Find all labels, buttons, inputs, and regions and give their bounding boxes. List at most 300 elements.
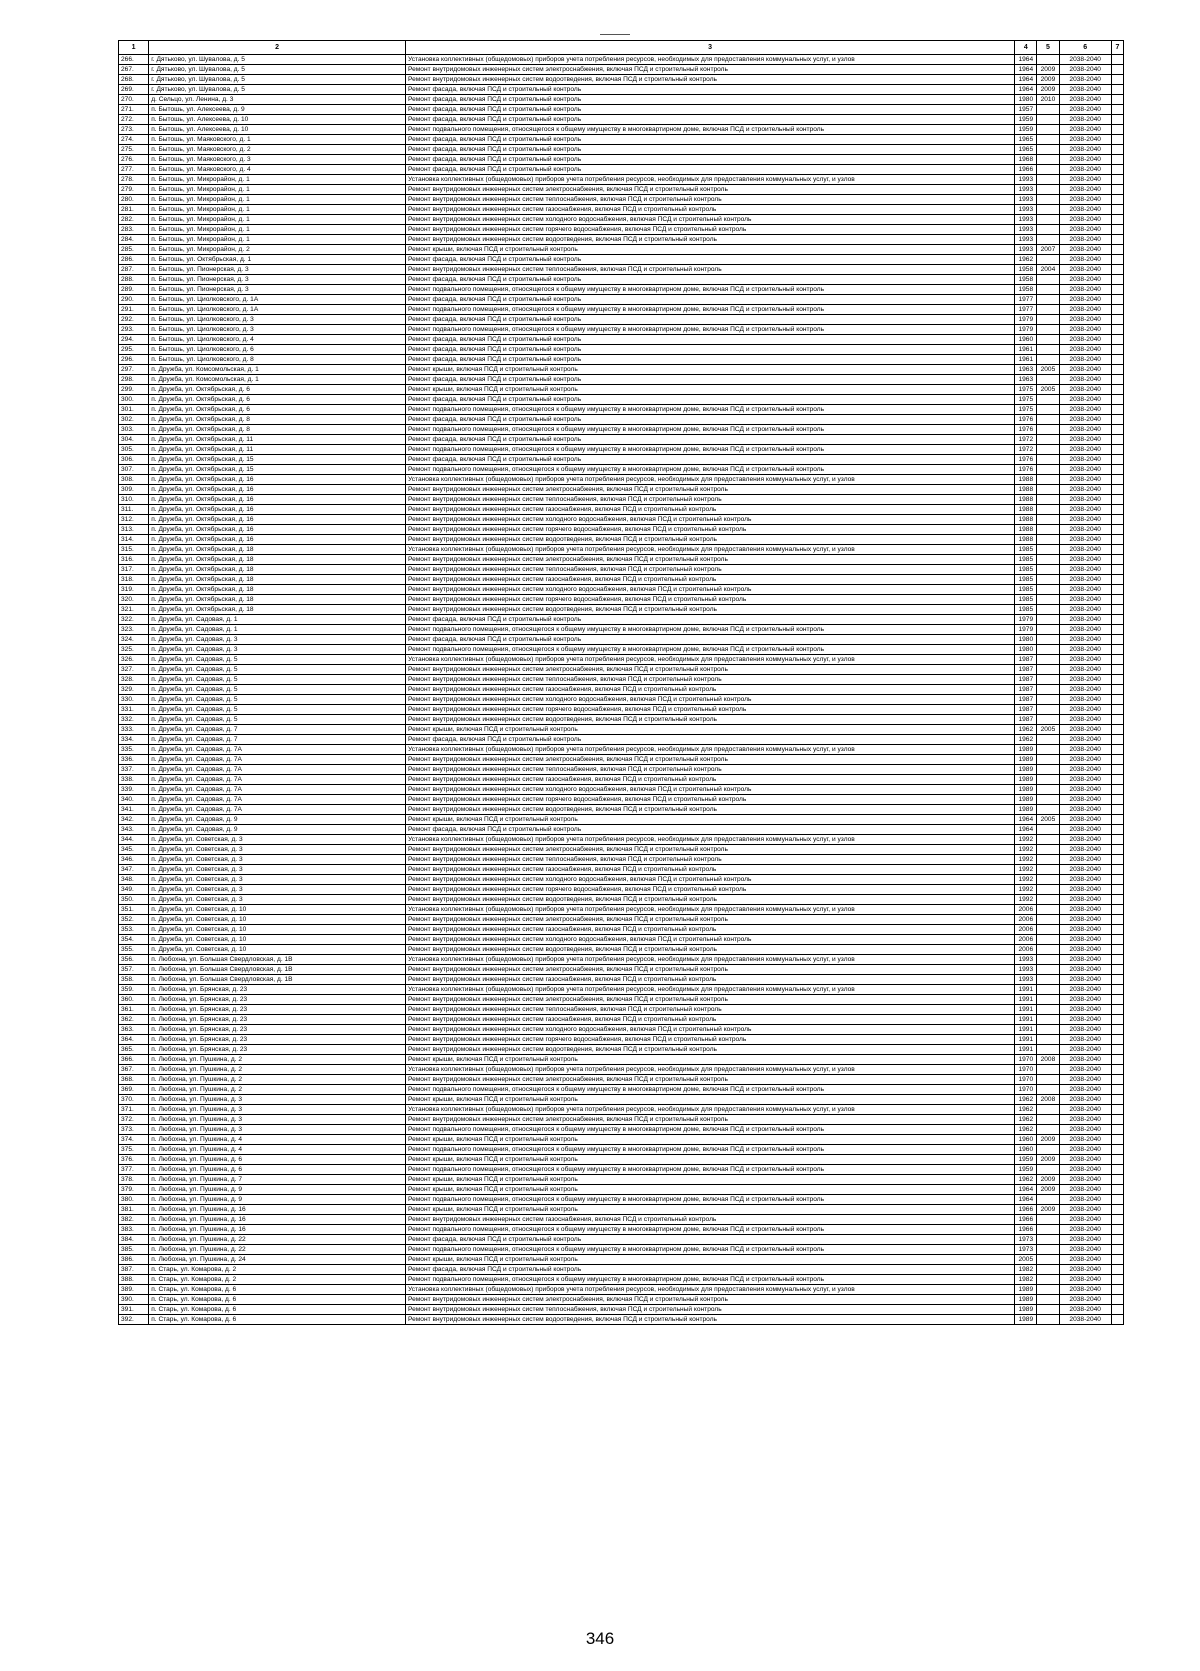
work-type-cell: Ремонт внутридомовых инженерных систем водоотведения, включая ПСД и строительный контроль [405, 1045, 1014, 1055]
repair-year-cell [1037, 145, 1059, 155]
repair-year-cell: 2010 [1037, 95, 1059, 105]
row-number-cell: 374. [119, 1135, 149, 1145]
row-number-cell: 339. [119, 785, 149, 795]
row-number-cell: 279. [119, 185, 149, 195]
row-number-cell: 358. [119, 975, 149, 985]
address-cell: п. Дружба, ул. Садовая, д. 1 [149, 615, 406, 625]
empty-cell [1111, 115, 1123, 125]
header-row [119, 41, 1124, 55]
planned-period-cell: 2038-2040 [1059, 1205, 1111, 1215]
build-year-cell: 2006 [1015, 945, 1037, 955]
repair-year-cell [1037, 985, 1059, 995]
address-cell: п. Любохна, ул. Большая Свердловская, д. 1В [149, 955, 406, 965]
empty-cell [1111, 1045, 1123, 1055]
planned-period-cell: 2038-2040 [1059, 305, 1111, 315]
repair-year-cell [1037, 945, 1059, 955]
address-cell: п. Любохна, ул. Пушкина, д. 16 [149, 1205, 406, 1215]
row-number-cell: 272. [119, 115, 149, 125]
repair-year-cell [1037, 1245, 1059, 1255]
empty-cell [1111, 325, 1123, 335]
address-cell: п. Дружба, ул. Советская, д. 10 [149, 915, 406, 925]
work-type-cell: Ремонт подвального помещения, относящегося к общему имуществу в многоквартирном доме, включая ПСД и строительный контроль [405, 325, 1014, 335]
build-year-cell: 1960 [1015, 335, 1037, 345]
row-number-cell: 300. [119, 395, 149, 405]
table-row [119, 775, 1124, 785]
empty-cell [1111, 835, 1123, 845]
table-row [119, 805, 1124, 815]
work-type-cell: Ремонт фасада, включая ПСД и строительный контроль [405, 415, 1014, 425]
repair-year-cell [1037, 185, 1059, 195]
empty-cell [1111, 775, 1123, 785]
empty-cell [1111, 225, 1123, 235]
header-col-7: 7 [1111, 41, 1123, 55]
row-number-cell: 292. [119, 315, 149, 325]
planned-period-cell: 2038-2040 [1059, 715, 1111, 725]
build-year-cell: 1991 [1015, 1005, 1037, 1015]
empty-cell [1111, 1295, 1123, 1305]
header-col-2: 2 [149, 41, 406, 55]
repair-year-cell [1037, 175, 1059, 185]
empty-cell [1111, 155, 1123, 165]
planned-period-cell: 2038-2040 [1059, 155, 1111, 165]
planned-period-cell: 2038-2040 [1059, 805, 1111, 815]
address-cell: п. Старь, ул. Комарова, д. 6 [149, 1305, 406, 1315]
repair-year-cell: 2009 [1037, 1175, 1059, 1185]
repair-year-cell [1037, 855, 1059, 865]
planned-period-cell: 2038-2040 [1059, 495, 1111, 505]
row-number-cell: 275. [119, 145, 149, 155]
empty-cell [1111, 495, 1123, 505]
work-type-cell: Ремонт подвального помещения, относящегося к общему имуществу в многоквартирном доме, включая ПСД и строительный контроль [405, 125, 1014, 135]
repair-year-cell [1037, 165, 1059, 175]
address-cell: п. Дружба, ул. Октябрьская, д. 16 [149, 525, 406, 535]
repair-year-cell [1037, 1085, 1059, 1095]
build-year-cell: 2006 [1015, 925, 1037, 935]
work-type-cell: Установка коллективных (общедомовых) приборов учета потребления ресурсов, необходимых для предоставления коммунальных услуг, и узлов [405, 475, 1014, 485]
table-row [119, 475, 1124, 485]
build-year-cell: 1992 [1015, 855, 1037, 865]
work-type-cell: Ремонт внутридомовых инженерных систем горячего водоснабжения, включая ПСД и строительный контроль [405, 525, 1014, 535]
address-cell: п. Дружба, ул. Советская, д. 3 [149, 875, 406, 885]
table-row [119, 1185, 1124, 1195]
table-row [119, 845, 1124, 855]
build-year-cell: 1963 [1015, 375, 1037, 385]
address-cell: п. Бытошь, ул. Циолковского, д. 1А [149, 295, 406, 305]
planned-period-cell: 2038-2040 [1059, 825, 1111, 835]
address-cell: п. Дружба, ул. Октябрьская, д. 18 [149, 565, 406, 575]
table-row [119, 1265, 1124, 1275]
address-cell: п. Дружба, ул. Садовая, д. 5 [149, 705, 406, 715]
address-cell: п. Дружба, ул. Садовая, д. 5 [149, 665, 406, 675]
planned-period-cell: 2038-2040 [1059, 745, 1111, 755]
table-row [119, 145, 1124, 155]
row-number-cell: 287. [119, 265, 149, 275]
row-number-cell: 385. [119, 1245, 149, 1255]
planned-period-cell: 2038-2040 [1059, 985, 1111, 995]
planned-period-cell: 2038-2040 [1059, 1015, 1111, 1025]
build-year-cell: 1993 [1015, 965, 1037, 975]
table-row [119, 105, 1124, 115]
table-row [119, 495, 1124, 505]
work-type-cell: Ремонт внутридомовых инженерных систем теплоснабжения, включая ПСД и строительный контроль [405, 195, 1014, 205]
work-type-cell: Ремонт подвального помещения, относящегося к общему имуществу в многоквартирном доме, включая ПСД и строительный контроль [405, 445, 1014, 455]
address-cell: п. Дружба, ул. Садовая, д. 7А [149, 795, 406, 805]
empty-cell [1111, 435, 1123, 445]
repair-year-cell [1037, 975, 1059, 985]
empty-cell [1111, 185, 1123, 195]
address-cell: п. Бытошь, ул. Маяковского, д. 2 [149, 145, 406, 155]
repair-year-cell: 2009 [1037, 75, 1059, 85]
empty-cell [1111, 475, 1123, 485]
header-col-6: 6 [1059, 41, 1111, 55]
table-row [119, 455, 1124, 465]
row-number-cell: 333. [119, 725, 149, 735]
row-number-cell: 375. [119, 1145, 149, 1155]
planned-period-cell: 2038-2040 [1059, 1155, 1111, 1165]
empty-cell [1111, 945, 1123, 955]
address-cell: п. Любохна, ул. Пушкина, д. 7 [149, 1175, 406, 1185]
address-cell: п. Дружба, ул. Садовая, д. 9 [149, 825, 406, 835]
table-row [119, 285, 1124, 295]
work-type-cell: Ремонт крыши, включая ПСД и строительный контроль [405, 1175, 1014, 1185]
repair-year-cell [1037, 485, 1059, 495]
planned-period-cell: 2038-2040 [1059, 395, 1111, 405]
table-row [119, 185, 1124, 195]
repair-year-cell [1037, 465, 1059, 475]
work-type-cell: Ремонт внутридомовых инженерных систем газоснабжения, включая ПСД и строительный контроль [405, 505, 1014, 515]
table-row [119, 725, 1124, 735]
work-type-cell: Ремонт внутридомовых инженерных систем водоотведения, включая ПСД и строительный контроль [405, 945, 1014, 955]
build-year-cell: 1992 [1015, 895, 1037, 905]
row-number-cell: 312. [119, 515, 149, 525]
repair-year-cell [1037, 405, 1059, 415]
table-row [119, 365, 1124, 375]
row-number-cell: 360. [119, 995, 149, 1005]
row-number-cell: 320. [119, 595, 149, 605]
repair-year-cell [1037, 805, 1059, 815]
address-cell: п. Бытошь, ул. Алексеева, д. 10 [149, 125, 406, 135]
address-cell: п. Дружба, ул. Садовая, д. 9 [149, 815, 406, 825]
work-type-cell: Ремонт фасада, включая ПСД и строительный контроль [405, 1235, 1014, 1245]
empty-cell [1111, 665, 1123, 675]
planned-period-cell: 2038-2040 [1059, 315, 1111, 325]
empty-cell [1111, 365, 1123, 375]
empty-cell [1111, 1245, 1123, 1255]
row-number-cell: 322. [119, 615, 149, 625]
address-cell: п. Дружба, ул. Садовая, д. 7А [149, 765, 406, 775]
row-number-cell: 310. [119, 495, 149, 505]
address-cell: п. Бытошь, ул. Циолковского, д. 3 [149, 315, 406, 325]
empty-cell [1111, 575, 1123, 585]
empty-cell [1111, 305, 1123, 315]
build-year-cell: 1962 [1015, 1095, 1037, 1105]
repair-year-cell [1037, 775, 1059, 785]
work-type-cell: Ремонт фасада, включая ПСД и строительный контроль [405, 635, 1014, 645]
work-type-cell: Ремонт подвального помещения, относящегося к общему имуществу в многоквартирном доме, включая ПСД и строительный контроль [405, 1225, 1014, 1235]
repair-year-cell [1037, 215, 1059, 225]
empty-cell [1111, 465, 1123, 475]
address-cell: п. Бытошь, ул. Микрорайон, д. 1 [149, 235, 406, 245]
address-cell: п. Дружба, ул. Садовая, д. 7А [149, 805, 406, 815]
row-number-cell: 369. [119, 1085, 149, 1095]
address-cell: п. Дружба, ул. Советская, д. 3 [149, 865, 406, 875]
row-number-cell: 271. [119, 105, 149, 115]
repair-year-cell [1037, 795, 1059, 805]
empty-cell [1111, 795, 1123, 805]
planned-period-cell: 2038-2040 [1059, 895, 1111, 905]
row-number-cell: 273. [119, 125, 149, 135]
row-number-cell: 323. [119, 625, 149, 635]
repair-year-cell [1037, 1315, 1059, 1325]
empty-cell [1111, 1075, 1123, 1085]
work-type-cell: Ремонт подвального помещения, относящегося к общему имуществу в многоквартирном доме, включая ПСД и строительный контроль [405, 1125, 1014, 1135]
address-cell: п. Дружба, ул. Садовая, д. 5 [149, 695, 406, 705]
empty-cell [1111, 1055, 1123, 1065]
table-row [119, 555, 1124, 565]
build-year-cell: 1976 [1015, 465, 1037, 475]
repair-year-cell [1037, 1115, 1059, 1125]
repair-year-cell: 2009 [1037, 1155, 1059, 1165]
repair-year-cell: 2007 [1037, 245, 1059, 255]
planned-period-cell: 2038-2040 [1059, 225, 1111, 235]
table-row [119, 315, 1124, 325]
work-type-cell: Установка коллективных (общедомовых) приборов учета потребления ресурсов, необходимых для предоставления коммунальных услуг, и узлов [405, 905, 1014, 915]
table-row [119, 655, 1124, 665]
address-cell: п. Бытошь, ул. Циолковского, д. 6 [149, 345, 406, 355]
planned-period-cell: 2038-2040 [1059, 185, 1111, 195]
row-number-cell: 274. [119, 135, 149, 145]
repair-year-cell [1037, 345, 1059, 355]
table-row [119, 1065, 1124, 1075]
planned-period-cell: 2038-2040 [1059, 625, 1111, 635]
table-row [119, 275, 1124, 285]
row-number-cell: 390. [119, 1295, 149, 1305]
row-number-cell: 378. [119, 1175, 149, 1185]
row-number-cell: 356. [119, 955, 149, 965]
planned-period-cell: 2038-2040 [1059, 105, 1111, 115]
empty-cell [1111, 505, 1123, 515]
empty-cell [1111, 1165, 1123, 1175]
planned-period-cell: 2038-2040 [1059, 875, 1111, 885]
build-year-cell: 1964 [1015, 825, 1037, 835]
table-row [119, 1115, 1124, 1125]
empty-cell [1111, 765, 1123, 775]
planned-period-cell: 2038-2040 [1059, 1025, 1111, 1035]
address-cell: п. Бытошь, ул. Маяковского, д. 4 [149, 165, 406, 175]
work-type-cell: Ремонт внутридомовых инженерных систем теплоснабжения, включая ПСД и строительный контроль [405, 675, 1014, 685]
row-number-cell: 306. [119, 455, 149, 465]
work-type-cell: Ремонт внутридомовых инженерных систем водоотведения, включая ПСД и строительный контроль [405, 1315, 1014, 1325]
address-cell: п. Любохна, ул. Пушкина, д. 4 [149, 1135, 406, 1145]
address-cell: п. Бытошь, ул. Микрорайон, д. 2 [149, 245, 406, 255]
row-number-cell: 345. [119, 845, 149, 855]
address-cell: п. Любохна, ул. Пушкина, д. 16 [149, 1215, 406, 1225]
table-row [119, 825, 1124, 835]
empty-cell [1111, 585, 1123, 595]
row-number-cell: 380. [119, 1195, 149, 1205]
repair-year-cell [1037, 625, 1059, 635]
row-number-cell: 337. [119, 765, 149, 775]
address-cell: п. Дружба, ул. Советская, д. 3 [149, 895, 406, 905]
empty-cell [1111, 565, 1123, 575]
work-type-cell: Ремонт фасада, включая ПСД и строительный контроль [405, 275, 1014, 285]
empty-cell [1111, 1315, 1123, 1325]
planned-period-cell: 2038-2040 [1059, 215, 1111, 225]
empty-cell [1111, 55, 1123, 65]
repair-year-cell [1037, 595, 1059, 605]
address-cell: п. Бытошь, ул. Циолковского, д. 4 [149, 335, 406, 345]
table-row [119, 1285, 1124, 1295]
empty-cell [1111, 355, 1123, 365]
work-type-cell: Ремонт подвального помещения, относящегося к общему имуществу в многоквартирном доме, включая ПСД и строительный контроль [405, 465, 1014, 475]
repair-year-cell [1037, 935, 1059, 945]
table-row [119, 1015, 1124, 1025]
row-number-cell: 376. [119, 1155, 149, 1165]
planned-period-cell: 2038-2040 [1059, 455, 1111, 465]
planned-period-cell: 2038-2040 [1059, 1045, 1111, 1055]
repair-year-cell [1037, 955, 1059, 965]
empty-cell [1111, 625, 1123, 635]
table-row [119, 645, 1124, 655]
repair-year-cell [1037, 135, 1059, 145]
work-type-cell: Ремонт внутридомовых инженерных систем горячего водоснабжения, включая ПСД и строительный контроль [405, 885, 1014, 895]
planned-period-cell: 2038-2040 [1059, 925, 1111, 935]
address-cell: п. Дружба, ул. Садовая, д. 7А [149, 745, 406, 755]
table-row [119, 605, 1124, 615]
empty-cell [1111, 1235, 1123, 1245]
build-year-cell: 1989 [1015, 795, 1037, 805]
repair-year-cell [1037, 745, 1059, 755]
work-type-cell: Ремонт подвального помещения, относящегося к общему имуществу в многоквартирном доме, включая ПСД и строительный контроль [405, 305, 1014, 315]
address-cell: п. Бытошь, ул. Микрорайон, д. 1 [149, 215, 406, 225]
repair-year-cell: 2005 [1037, 385, 1059, 395]
planned-period-cell: 2038-2040 [1059, 725, 1111, 735]
repair-year-cell [1037, 695, 1059, 705]
empty-cell [1111, 755, 1123, 765]
repair-year-cell [1037, 705, 1059, 715]
repair-year-cell [1037, 875, 1059, 885]
empty-cell [1111, 685, 1123, 695]
planned-period-cell: 2038-2040 [1059, 1305, 1111, 1315]
table-row [119, 875, 1124, 885]
planned-period-cell: 2038-2040 [1059, 65, 1111, 75]
planned-period-cell: 2038-2040 [1059, 975, 1111, 985]
work-type-cell: Ремонт внутридомовых инженерных систем электроснабжения, включая ПСД и строительный контроль [405, 65, 1014, 75]
work-type-cell: Ремонт подвального помещения, относящегося к общему имуществу в многоквартирном доме, включая ПСД и строительный контроль [405, 1085, 1014, 1095]
address-cell: п. Дружба, ул. Октябрьская, д. 18 [149, 605, 406, 615]
work-type-cell: Ремонт крыши, включая ПСД и строительный контроль [405, 1095, 1014, 1105]
row-number-cell: 386. [119, 1255, 149, 1265]
repair-year-cell [1037, 1195, 1059, 1205]
planned-period-cell: 2038-2040 [1059, 1235, 1111, 1245]
table-row [119, 515, 1124, 525]
planned-period-cell: 2038-2040 [1059, 675, 1111, 685]
table-row [119, 165, 1124, 175]
work-type-cell: Ремонт внутридомовых инженерных систем холодного водоснабжения, включая ПСД и строительный контроль [405, 935, 1014, 945]
planned-period-cell: 2038-2040 [1059, 865, 1111, 875]
repair-year-cell: 2004 [1037, 265, 1059, 275]
build-year-cell: 1988 [1015, 535, 1037, 545]
work-type-cell: Ремонт подвального помещения, относящегося к общему имуществу в многоквартирном доме, включая ПСД и строительный контроль [405, 405, 1014, 415]
work-type-cell: Ремонт подвального помещения, относящегося к общему имуществу в многоквартирном доме, включая ПСД и строительный контроль [405, 645, 1014, 655]
repair-year-cell [1037, 1045, 1059, 1055]
work-type-cell: Ремонт внутридомовых инженерных систем холодного водоснабжения, включая ПСД и строительный контроль [405, 515, 1014, 525]
work-type-cell: Ремонт подвального помещения, относящегося к общему имуществу в многоквартирном доме, включая ПСД и строительный контроль [405, 1195, 1014, 1205]
address-cell: п. Дружба, ул. Садовая, д. 1 [149, 625, 406, 635]
planned-period-cell: 2038-2040 [1059, 485, 1111, 495]
address-cell: п. Любохна, ул. Пушкина, д. 16 [149, 1225, 406, 1235]
work-type-cell: Ремонт фасада, включая ПСД и строительный контроль [405, 825, 1014, 835]
build-year-cell: 1991 [1015, 995, 1037, 1005]
empty-cell [1111, 525, 1123, 535]
work-type-cell: Ремонт внутридомовых инженерных систем горячего водоснабжения, включая ПСД и строительный контроль [405, 595, 1014, 605]
table-row [119, 835, 1124, 845]
empty-cell [1111, 925, 1123, 935]
address-cell: п. Дружба, ул. Садовая, д. 3 [149, 635, 406, 645]
build-year-cell: 1989 [1015, 1295, 1037, 1305]
planned-period-cell: 2038-2040 [1059, 645, 1111, 655]
table-row [119, 265, 1124, 275]
work-type-cell: Установка коллективных (общедомовых) приборов учета потребления ресурсов, необходимых для предоставления коммунальных услуг, и узлов [405, 745, 1014, 755]
planned-period-cell: 2038-2040 [1059, 1065, 1111, 1075]
table-row [119, 345, 1124, 355]
repair-year-cell [1037, 105, 1059, 115]
planned-period-cell: 2038-2040 [1059, 255, 1111, 265]
address-cell: п. Бытошь, ул. Маяковского, д. 1 [149, 135, 406, 145]
repair-year-cell [1037, 845, 1059, 855]
row-number-cell: 332. [119, 715, 149, 725]
row-number-cell: 349. [119, 885, 149, 895]
work-type-cell: Ремонт внутридомовых инженерных систем водоотведения, включая ПСД и строительный контроль [405, 75, 1014, 85]
repair-year-cell: 2009 [1037, 1205, 1059, 1215]
build-year-cell: 1988 [1015, 515, 1037, 525]
build-year-cell: 1972 [1015, 435, 1037, 445]
work-type-cell: Ремонт крыши, включая ПСД и строительный контроль [405, 1055, 1014, 1065]
table-row [119, 1005, 1124, 1015]
repair-year-cell [1037, 275, 1059, 285]
row-number-cell: 364. [119, 1035, 149, 1045]
repair-year-cell [1037, 1035, 1059, 1045]
build-year-cell: 1991 [1015, 985, 1037, 995]
row-number-cell: 303. [119, 425, 149, 435]
row-number-cell: 348. [119, 875, 149, 885]
repair-year-cell [1037, 1285, 1059, 1295]
work-type-cell: Ремонт внутридомовых инженерных систем водоотведения, включая ПСД и строительный контроль [405, 805, 1014, 815]
work-type-cell: Ремонт подвального помещения, относящегося к общему имуществу в многоквартирном доме, включая ПСД и строительный контроль [405, 1245, 1014, 1255]
work-type-cell: Ремонт фасада, включая ПСД и строительный контроль [405, 735, 1014, 745]
address-cell: п. Дружба, ул. Октябрьская, д. 16 [149, 475, 406, 485]
planned-period-cell: 2038-2040 [1059, 525, 1111, 535]
build-year-cell: 1985 [1015, 575, 1037, 585]
address-cell: п. Дружба, ул. Садовая, д. 7А [149, 775, 406, 785]
work-type-cell: Ремонт внутридомовых инженерных систем электроснабжения, включая ПСД и строительный контроль [405, 755, 1014, 765]
address-cell: п. Дружба, ул. Садовая, д. 3 [149, 645, 406, 655]
work-type-cell: Ремонт внутридомовых инженерных систем газоснабжения, включая ПСД и строительный контроль [405, 575, 1014, 585]
empty-cell [1111, 535, 1123, 545]
repair-year-cell [1037, 785, 1059, 795]
build-year-cell: 2006 [1015, 905, 1037, 915]
address-cell: п. Дружба, ул. Садовая, д. 7А [149, 785, 406, 795]
address-cell: п. Дружба, ул. Октябрьская, д. 18 [149, 555, 406, 565]
row-number-cell: 389. [119, 1285, 149, 1295]
build-year-cell: 1988 [1015, 485, 1037, 495]
build-year-cell: 2005 [1015, 1255, 1037, 1265]
address-cell: п. Дружба, ул. Советская, д. 3 [149, 845, 406, 855]
planned-period-cell: 2038-2040 [1059, 85, 1111, 95]
table-row [119, 55, 1124, 65]
row-number-cell: 298. [119, 375, 149, 385]
work-type-cell: Ремонт крыши, включая ПСД и строительный контроль [405, 1185, 1014, 1195]
